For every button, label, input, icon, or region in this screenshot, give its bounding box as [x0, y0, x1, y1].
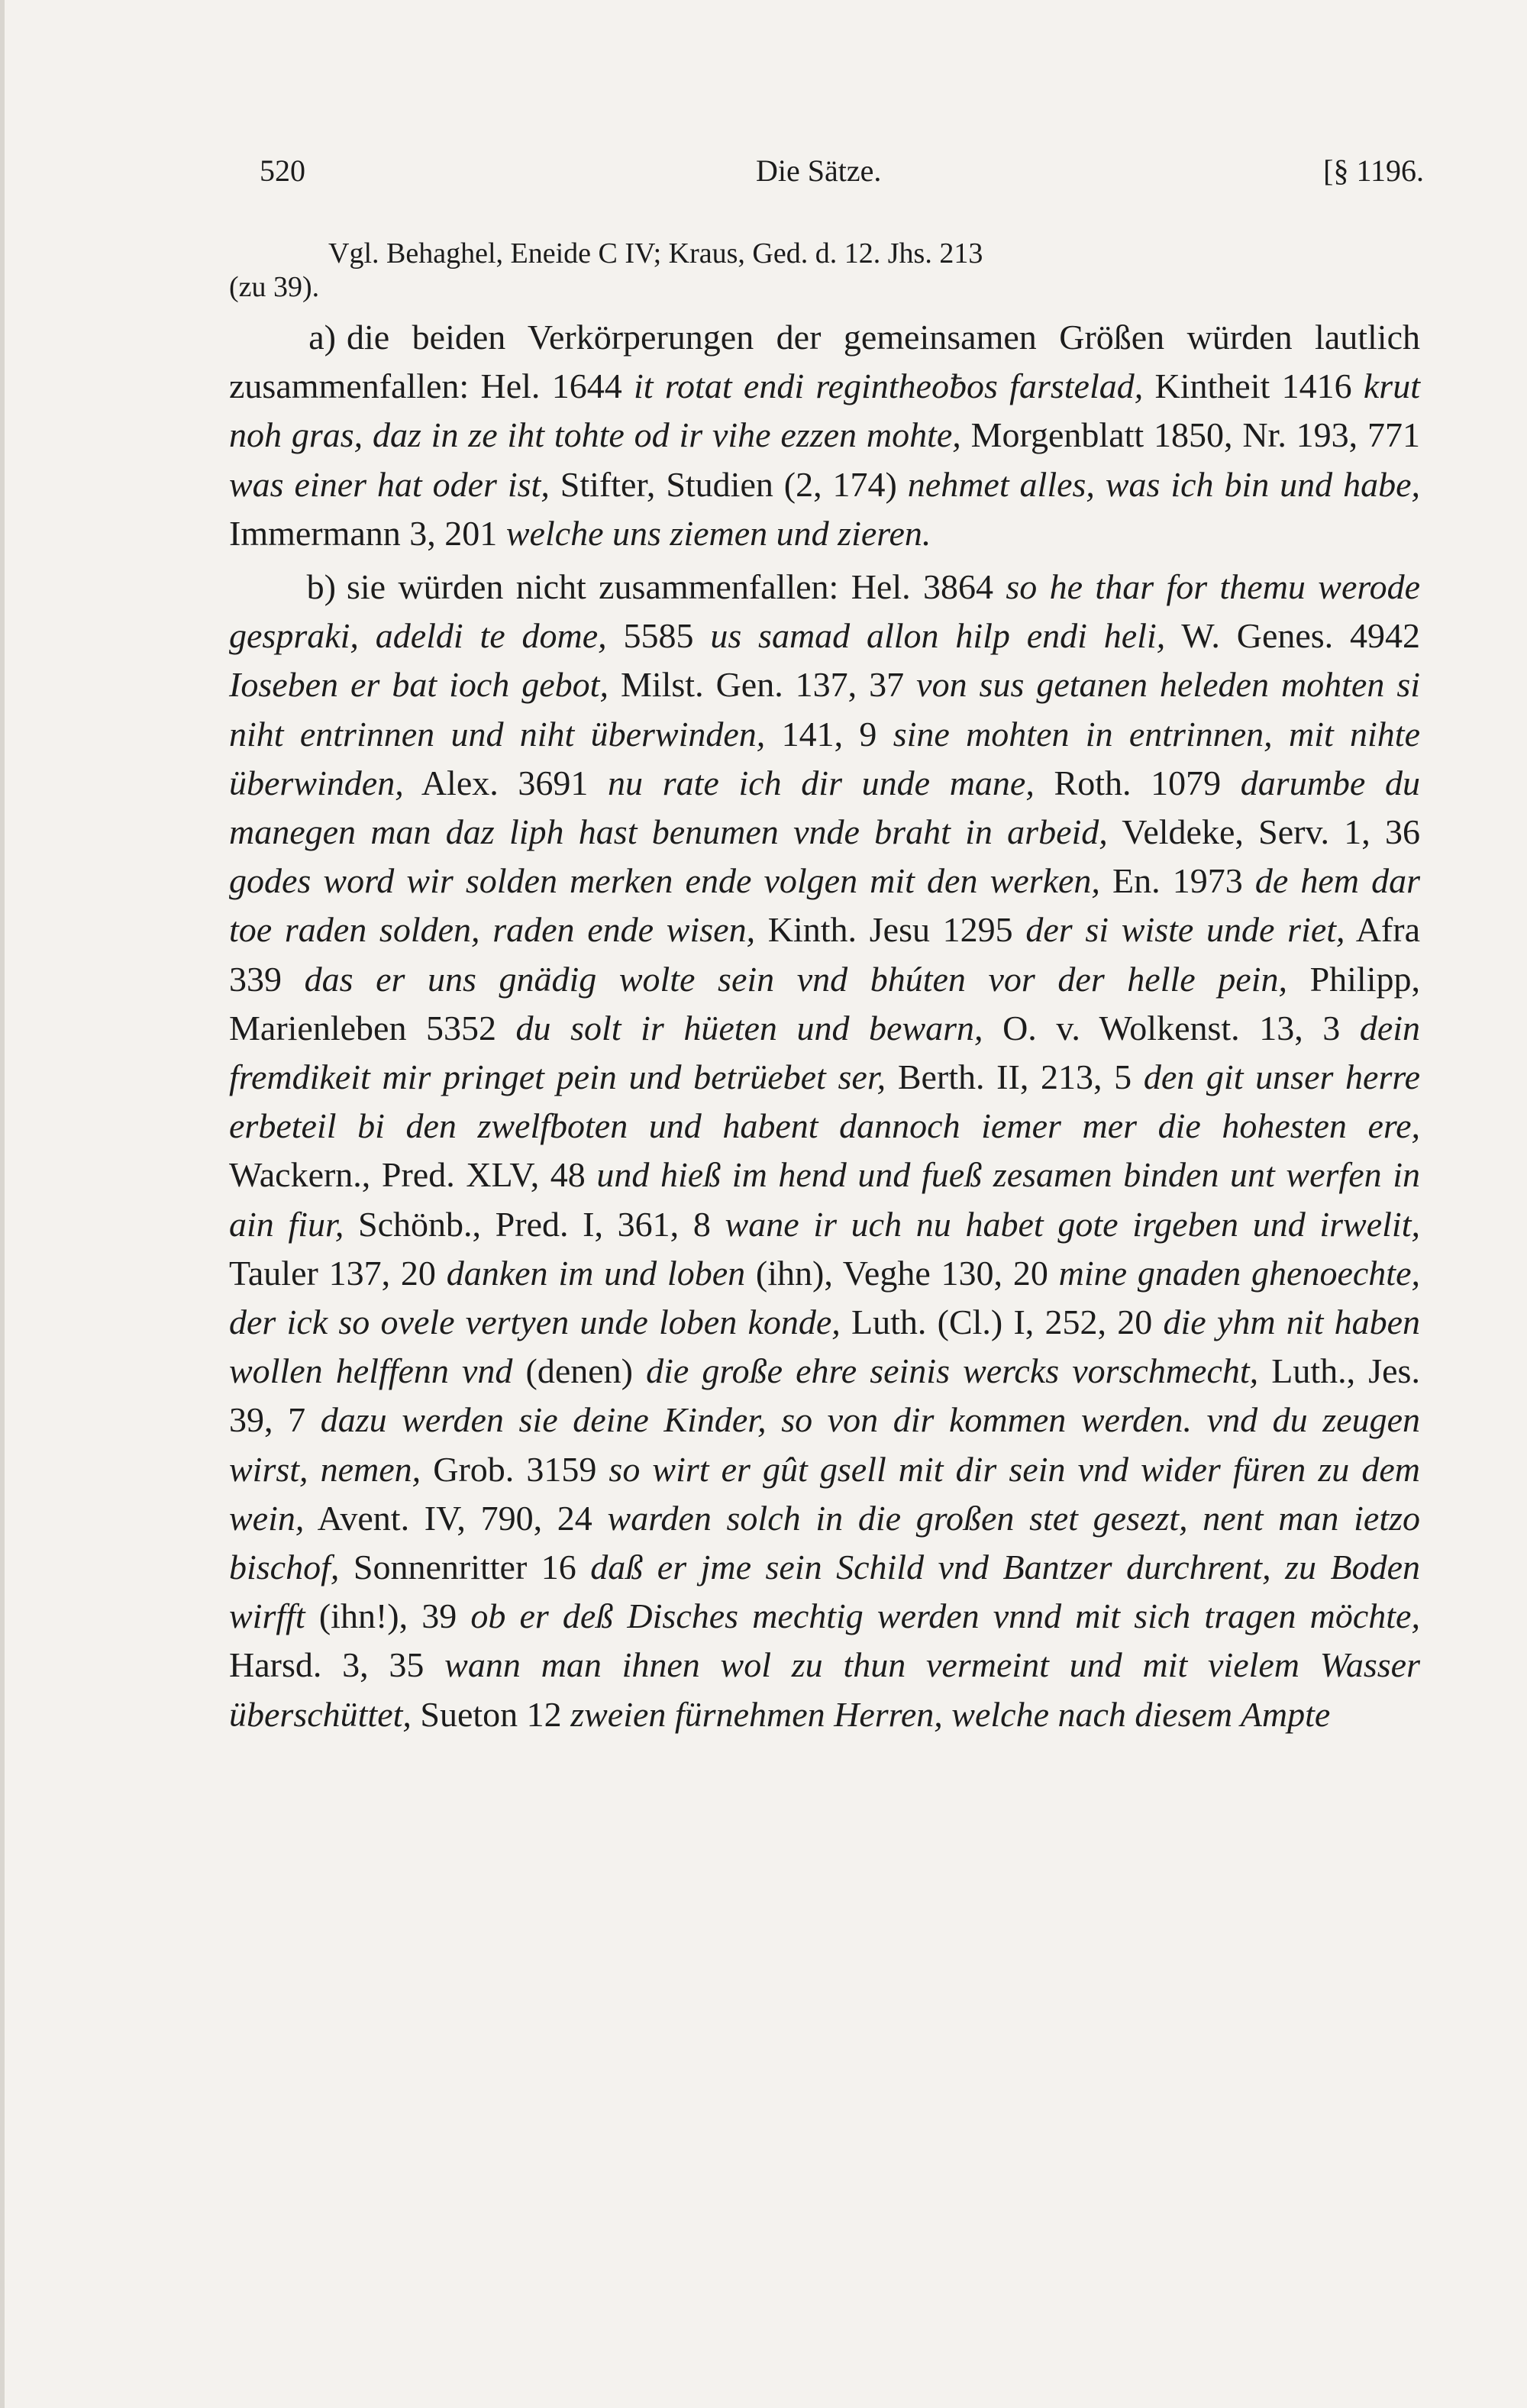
citation-segment: Alex. 3691	[403, 763, 609, 802]
citation-segment: Morgenblatt 1850, Nr. 193, 771	[960, 415, 1420, 455]
citation-segment: (ihn), Veghe 130, 20	[745, 1253, 1059, 1293]
page-edge	[0, 0, 5, 2408]
citation-segment: Grob. 3159	[421, 1449, 609, 1489]
citation-segment: Berth. II, 213, 5	[886, 1057, 1144, 1097]
quote-segment: godes word wir solden merken ende volgen mit den werken,	[229, 861, 1100, 901]
reference-note-line1: Vgl. Behaghel, Eneide C IV; Kraus, Ged. d. 12. Jhs. 213	[328, 237, 983, 270]
quote-segment: ob er deß Disches mechtig werden vnnd mit sich tragen möchte,	[470, 1596, 1420, 1636]
citation-segment: O. v. Wolkenst. 13, 3	[983, 1008, 1360, 1047]
quote-segment: die große ehre seinis wercks vorschmecht,	[646, 1351, 1259, 1391]
citation-segment: Sueton 12	[411, 1694, 571, 1734]
citation-segment: Immermann 3, 201	[229, 513, 506, 553]
paragraph-a-label: a)	[308, 318, 336, 357]
running-title: Die Sätze.	[756, 153, 882, 188]
citation-segment: Veldeke, Serv. 1, 36	[1107, 812, 1421, 852]
quote-segment: den git unser herre erbeteil bi den zwelfboten und habent dannoch iemer mer die hohesten ere,	[229, 1057, 1420, 1146]
page-header	[260, 153, 1424, 199]
quote-segment: welche uns ziemen und zieren.	[505, 513, 931, 553]
quote-segment: wane ir uch nu habet gote irgeben und irwelit,	[725, 1204, 1420, 1244]
quote-segment: und hieß im hend und fueß zesamen binden unt werfen in ain fiur,	[229, 1155, 1421, 1244]
citation-segment: Harsd. 3, 35	[229, 1645, 445, 1685]
quote-segment: daß er jme sein Schild vnd Bantzer durchrent, zu Boden wirfft	[229, 1548, 1420, 1636]
quote-segment: zweien fürnehmen Herren, welche nach diesem Ampte	[570, 1694, 1331, 1734]
reference-note	[229, 237, 1420, 304]
quote-segment: die yhm nit haben wollen helffenn vnd	[229, 1302, 1421, 1391]
reference-note-line2: (zu 39).	[229, 271, 320, 303]
paragraph-a-text	[229, 318, 1420, 553]
citation-segment: Wackern., Pred. XLV, 48	[229, 1155, 597, 1195]
quote-segment: sine mohten in entrinnen, mit nihte überwinden,	[229, 714, 1421, 802]
quote-segment: Ioseben er bat ioch gebot,	[229, 665, 609, 705]
quote-segment: von sus getanen heleden mohten si niht entrinnen und niht überwinden,	[229, 665, 1421, 754]
body-text	[229, 237, 1420, 1744]
quote-segment: de hem dar toe raden solden, raden ende wisen,	[229, 861, 1420, 950]
quote-segment: warden solch in die großen stet gesezt, nent man ietzo bischof,	[229, 1498, 1421, 1587]
citation-segment: (denen)	[512, 1351, 647, 1391]
quote-segment: nehmet alles, was ich bin und habe,	[907, 464, 1420, 504]
citation-segment: 5585	[606, 616, 711, 656]
quote-segment: das er uns gnädig wolte sein vnd bhúten vor der helle pein,	[304, 959, 1287, 999]
quote-segment: wann man ihnen wol zu thun vermeint und mit vielem Wasser überschüttet,	[229, 1645, 1421, 1734]
citation-segment: Philipp, Marienleben 5352	[229, 959, 1420, 1047]
quote-segment: nu rate ich dir unde mane,	[608, 763, 1035, 802]
quote-segment: dazu werden sie deine Kinder, so von dir kommen werden. vnd du zeugen wirst, nemen,	[229, 1400, 1420, 1489]
citation-segment: Roth. 1079	[1034, 763, 1241, 802]
quote-segment: so wirt er gût gsell mit dir sein vnd wider füren zu dem wein,	[229, 1449, 1420, 1538]
citation-segment: Luth., Jes. 39, 7	[229, 1351, 1420, 1440]
citation-segment: Kinth. Jesu 1295	[755, 910, 1026, 950]
quote-segment: so he thar for themu werode gespraki, adeldi te dome,	[229, 567, 1421, 656]
citation-segment: 141, 9	[765, 714, 893, 754]
citation-segment: Schönb., Pred. I, 361, 8	[344, 1204, 725, 1244]
paragraph-b	[229, 563, 1420, 1739]
paragraph-b-label: b)	[306, 567, 336, 607]
citation-segment: Luth. (Cl.) I, 252, 20	[840, 1302, 1164, 1342]
citation-segment: En. 1973	[1099, 861, 1255, 901]
citation-segment: W. Genes. 4942	[1165, 616, 1421, 656]
quote-segment: dein fremdikeit mir pringet pein und betrüebet ser,	[229, 1008, 1421, 1097]
citation-segment: (ihn!), 39	[305, 1596, 471, 1636]
citation-segment: Afra 339	[229, 910, 1420, 999]
page-number: 520	[260, 153, 305, 188]
quote-segment: was einer hat oder ist,	[229, 464, 550, 504]
citation-segment: Stifter, Studien (2, 174)	[549, 464, 908, 504]
citation-segment: Sonnenritter 16	[339, 1548, 591, 1587]
section-number: [§ 1196.	[1323, 153, 1424, 188]
quote-segment: us samad allon hilp endi heli,	[710, 616, 1166, 656]
citation-segment: Kintheit 1416	[1143, 366, 1364, 406]
paragraph-b-text	[229, 567, 1420, 1734]
quote-segment: der si wiste unde riet,	[1025, 910, 1345, 950]
paragraph-a	[229, 313, 1420, 558]
citation-segment: Avent. IV, 790, 24	[304, 1498, 608, 1538]
quote-segment: darumbe du manegen man daz liph hast benumen vnde braht in arbeid,	[229, 763, 1420, 852]
citation-segment: sie würden nicht zusammenfallen: Hel. 3864	[347, 567, 1006, 607]
quote-segment: krut noh gras, daz in ze iht tohte od ir vihe ezzen mohte,	[229, 366, 1420, 455]
quote-segment: mine gnaden ghenoechte, der ick so ovele vertyen unde loben konde,	[229, 1253, 1421, 1342]
quote-segment: it rotat endi regintheoƀos farstelad,	[634, 366, 1144, 406]
quote-segment: danken im und loben	[446, 1253, 746, 1293]
citation-segment: Tauler 137, 20	[229, 1253, 447, 1293]
citation-segment: Milst. Gen. 137, 37	[608, 665, 917, 705]
citation-segment: die beiden Verkörperungen der gemeinsamen Größen würden lautlich zusammenfallen: Hel. 1644	[229, 318, 1420, 406]
quote-segment: du solt ir hüeten und bewarn,	[515, 1008, 983, 1047]
